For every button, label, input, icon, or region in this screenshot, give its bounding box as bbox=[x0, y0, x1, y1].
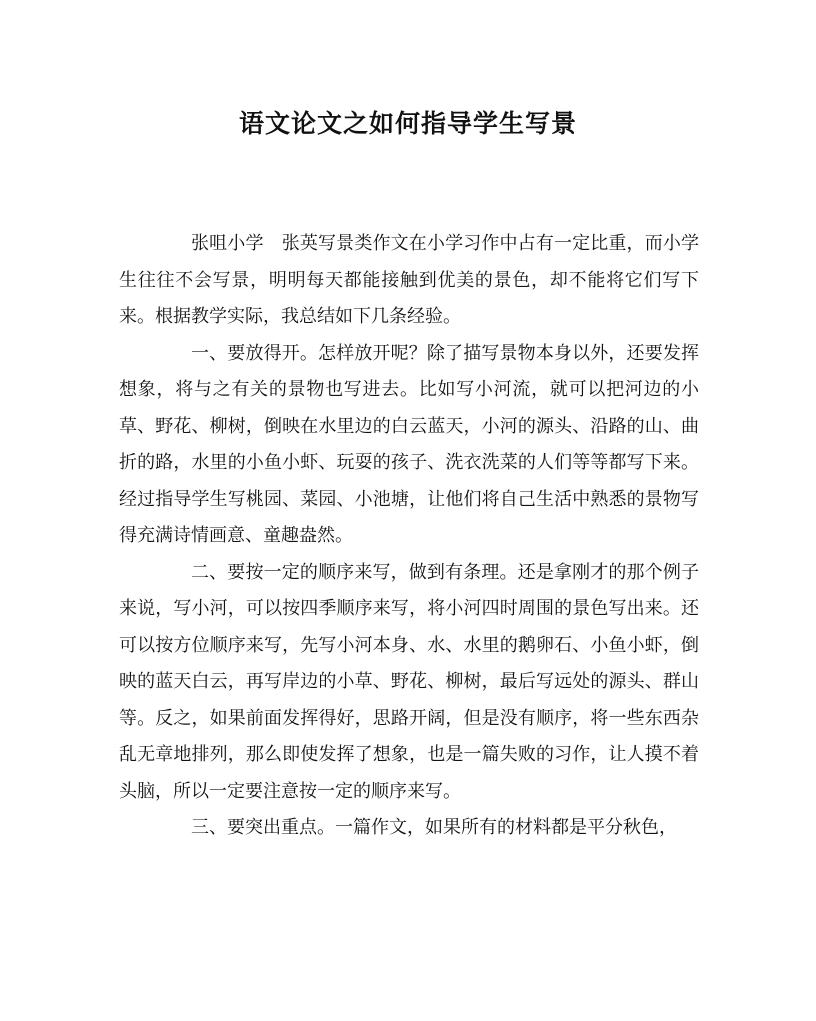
paragraph-point-1: 一、要放得开。怎样放开呢？除了描写景物本身以外，还要发挥想象，将与之有关的景物也写进去。比如写小河流，就可以把河边的小草、野花、柳树，倒映在水里边的白云蓝天，小河的源头、沿路的山、曲折的路，水里的小鱼小虾、玩耍的孩子、洗衣洗菜的人们等等都写下来。经过指导学生写桃园、菜园、小池塘，让他们将自己生活中熟悉的景物写得充满诗情画意、童趣盎然。 bbox=[119, 342, 699, 546]
paragraph-intro-text: 张英写景类作文在小学习作中占有一定比重，而小学生往往不会写景，明明每天都能接触到优美的景色，却不能将它们写下来。根据教学实际，我总结如下几条经验。 bbox=[119, 233, 699, 327]
paragraph-point-2: 二、要按一定的顺序来写，做到有条理。还是拿刚才的那个例子来说，写小河，可以按四季顺序来写，将小河四时周围的景色写出来。还可以按方位顺序来写，先写小河本身、水、水里的鹅卵石、小鱼小虾，倒映的蓝天白云，再写岸边的小草、野花、柳树，最后写远处的源头、群山等。反之，如果前面发挥得好，思路开阔，但是没有顺序，将一些东西杂乱无章地排列，那么即使发挥了想象，也是一篇失败的习作，让人摸不着头脑，所以一定要注意按一定的顺序来写。 bbox=[119, 561, 699, 802]
document-body bbox=[119, 226, 699, 847]
paragraph-point-3: 三、要突出重点。一篇作文，如果所有的材料都是平分秋色， bbox=[191, 817, 677, 838]
school-name: 张咀小学 bbox=[191, 233, 264, 254]
paragraph-intro bbox=[119, 226, 699, 336]
document-title: 语文论文之如何指导学生写景 bbox=[238, 109, 577, 138]
